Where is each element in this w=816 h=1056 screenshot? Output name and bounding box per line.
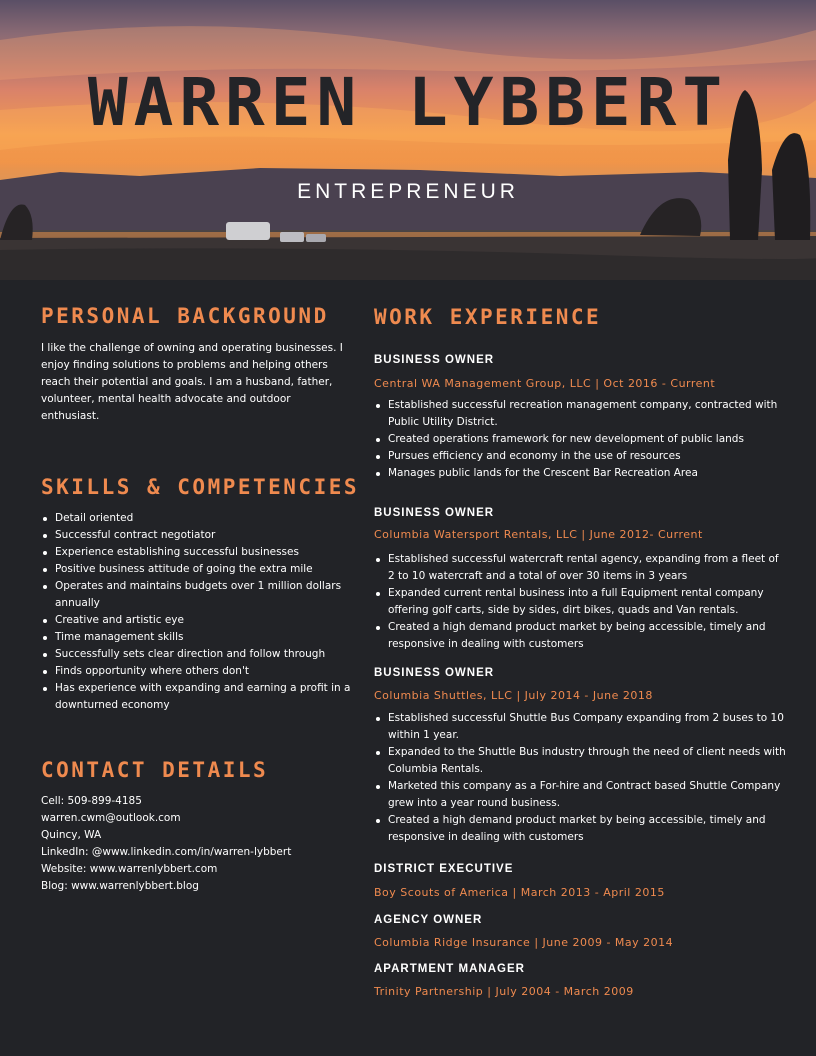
job-bullet: Established successful Shuttle Bus Company expanding from 2 buses to 10 within 1 year. [388,710,788,744]
contact-cell: Cell: 509-899-4185 [41,795,142,807]
job-role: BUSINESS OWNER [374,667,495,679]
contact-location: Quincy, WA [41,829,102,841]
job-bullet: Manages public lands for the Crescent Bar Recreation Area [388,465,788,482]
job-bullet: Created a high demand product market by being accessible, timely and responsive in dealing with customers [388,619,788,653]
skill-item: Time management skills [55,629,355,646]
job-role: BUSINESS OWNER [374,507,495,519]
job-role: APARTMENT MANAGER [374,963,525,975]
job-bullets [374,551,788,653]
skill-item: Operates and maintains budgets over 1 million dollars annually [55,578,355,612]
candidate-name: WARREN LYBBERT [87,64,729,141]
job-organization: Columbia Ridge Insurance | June 2009 - May 2014 [374,936,674,949]
skill-item: Experience establishing successful businesses [55,544,355,561]
job-role: AGENCY OWNER [374,914,483,926]
job-organization: Columbia Shuttles, LLC | July 2014 - June 2018 [374,689,653,702]
job-organization: Trinity Partnership | July 2004 - March 2009 [374,985,634,998]
skill-item: Successful contract negotiator [55,527,355,544]
header-banner [0,0,816,280]
skill-item: Has experience with expanding and earning a profit in a downturned economy [55,680,355,714]
skill-item: Finds opportunity where others don't [55,663,355,680]
contact-blog[interactable]: Blog: www.warrenlybbert.blog [41,880,199,892]
skill-item: Detail oriented [55,510,355,527]
job-bullet: Pursues efficiency and economy in the use of resources [388,448,788,465]
personal-background-heading: PERSONAL BACKGROUND [41,304,329,328]
contact-email[interactable]: warren.cwm@outlook.com [41,812,181,824]
contact-heading: CONTACT DETAILS [41,758,269,782]
job-organization: Central WA Management Group, LLC | Oct 2016 - Current [374,377,716,390]
contact-website[interactable]: Website: www.warrenlybbert.com [41,863,218,875]
job-bullets [374,710,788,846]
skill-item: Positive business attitude of going the extra mile [55,561,355,578]
job-bullet: Expanded current rental business into a full Equipment rental company offering golf carts, side by sides, dirt bikes, quads and Van rentals. [388,585,788,619]
skill-item: Creative and artistic eye [55,612,355,629]
job-organization: Columbia Watersport Rentals, LLC | June 2012- Current [374,528,703,541]
job-bullet: Expanded to the Shuttle Bus industry through the need of client needs with Columbia Rentals. [388,744,788,778]
job-organization: Boy Scouts of America | March 2013 - April 2015 [374,886,665,899]
candidate-title: ENTREPRENEUR [297,180,519,203]
work-experience-heading: WORK EXPERIENCE [374,305,602,329]
personal-background-text: I like the challenge of owning and operating businesses. I enjoy finding solutions to problems and helping others reach their potential and goals. I am a husband, father, volunteer, mental health advocate and outdoor enthusiast. [41,342,343,422]
job-bullets [374,397,788,482]
job-role: BUSINESS OWNER [374,354,495,366]
skills-list [41,510,355,714]
job-bullet: Created a high demand product market by being accessible, timely and responsive in dealing with customers [388,812,788,846]
job-bullet: Created operations framework for new development of public lands [388,431,788,448]
job-bullet: Established successful recreation management company, contracted with Public Utility District. [388,397,788,431]
job-role: DISTRICT EXECUTIVE [374,863,514,875]
contact-linkedin[interactable]: LinkedIn: @www.linkedin.com/in/warren-lybbert [41,846,292,858]
contact-details [41,793,291,895]
skill-item: Successfully sets clear direction and follow through [55,646,355,663]
job-bullet: Established successful watercraft rental agency, expanding from a fleet of 2 to 10 watercraft and a total of over 30 items in 3 years [388,551,788,585]
skills-heading: SKILLS & COMPETENCIES [41,475,360,499]
job-bullet: Marketed this company as a For-hire and Contract based Shuttle Company grew into a year round business. [388,778,788,812]
